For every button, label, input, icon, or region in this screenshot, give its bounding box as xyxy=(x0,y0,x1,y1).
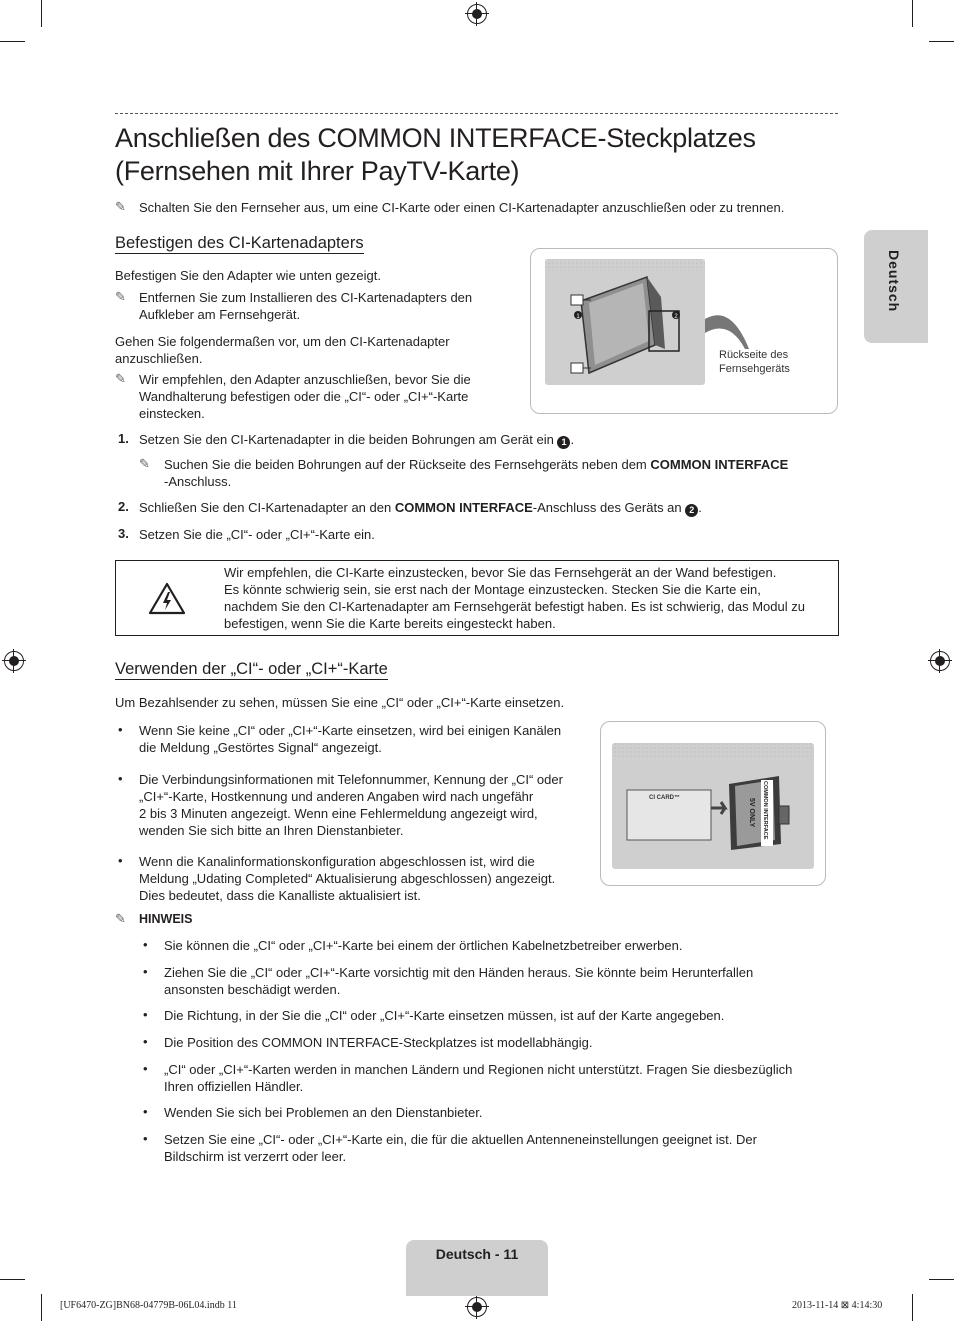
title-line: (Fernsehen mit Ihrer PayTV-Karte) xyxy=(115,156,520,186)
step-number: 2. xyxy=(118,499,129,514)
page-number: Deutsch - 11 xyxy=(435,1246,519,1262)
intro-note: Schalten Sie den Fernseher aus, um eine CI-Karte oder einen CI-Kartenadapter anzuschließen oder zu trennen. xyxy=(139,200,785,215)
hint-item: Die Position des COMMON INTERFACE-Steckplatzes ist modellabhängig. xyxy=(164,1035,593,1050)
hint-item: Sie können die „CI“ oder „CI+“-Karte bei einem der örtlichen Kabelnetzbetreiber erwerben. xyxy=(164,938,683,953)
side-tab-label: Deutsch xyxy=(886,250,902,313)
bullet-dot: • xyxy=(118,853,123,868)
bullet-dot: • xyxy=(143,1061,148,1076)
crop-mark xyxy=(912,0,913,27)
dashed-rule xyxy=(115,113,838,114)
figure-marker-1: 1 xyxy=(576,314,580,320)
marker-1-icon: 1 xyxy=(557,436,570,449)
note-pencil-icon: ✎ xyxy=(115,371,126,386)
adapter-figure xyxy=(530,248,838,414)
title-line: Anschließen des COMMON INTERFACE-Steckplatzes xyxy=(115,123,756,153)
ci-card-label: CI CARD™ xyxy=(649,795,680,801)
warning-box xyxy=(115,560,839,636)
bullet-dot: • xyxy=(143,964,148,979)
hint-item: Wenden Sie sich bei Problemen an den Dienstanbieter. xyxy=(164,1105,483,1120)
bullet-dot: • xyxy=(118,771,123,786)
hint-item: Ziehen Sie die „CI“ oder „CI+“-Karte vorsichtig mit den Händen heraus. Sie könnte beim Herunterfallen ansonsten beschädigt werden. xyxy=(164,965,754,997)
note: Entfernen Sie zum Installieren des CI-Kartenadapters den Aufkleber am Fernsehgerät. xyxy=(139,290,473,322)
step-number: 1. xyxy=(118,431,129,446)
note-pencil-icon: ✎ xyxy=(115,199,126,214)
section-heading: Befestigen des CI-Kartenadapters xyxy=(115,234,364,252)
page-number-tab xyxy=(406,1240,548,1296)
module-label: COMMON INTERFACE xyxy=(762,781,768,840)
crop-mark xyxy=(0,1279,25,1280)
note-pencil-icon: ✎ xyxy=(139,456,150,471)
language-side-tab xyxy=(864,230,928,343)
hint-item: „CI“ oder „CI+“-Karten werden in manchen Ländern und Regionen nicht unterstützt. Fragen Sie diesbezüglich Ihren offiziellen Händler. xyxy=(164,1062,793,1094)
registration-mark-icon xyxy=(467,4,487,24)
note-pencil-icon: ✎ xyxy=(115,289,126,304)
bullet-dot: • xyxy=(143,1131,148,1146)
tv-back-illustration xyxy=(531,249,837,413)
crop-mark xyxy=(41,0,42,27)
paragraph: Gehen Sie folgendermaßen vor, um den CI-Kartenadapter anzuschließen. xyxy=(115,334,450,366)
hinweis-label: HINWEIS xyxy=(139,912,193,926)
warning-icon xyxy=(147,581,187,617)
registration-mark-icon xyxy=(467,1297,487,1317)
crop-mark xyxy=(929,41,954,42)
step-text: Setzen Sie die „CI“- oder „CI+“-Karte ein. xyxy=(139,527,375,542)
page-title xyxy=(115,122,756,188)
step-number: 3. xyxy=(118,526,129,541)
ci-card-illustration xyxy=(601,722,825,885)
registration-mark-icon xyxy=(930,651,950,671)
paragraph: Um Bezahlsender zu sehen, müssen Sie eine „CI“ oder „CI+“-Karte einsetzen. xyxy=(115,695,565,710)
section-heading: Verwenden der „CI“- oder „CI+“-Karte xyxy=(115,660,388,678)
marker-2-icon: 2 xyxy=(685,504,698,517)
hint-item: Die Richtung, in der Sie die „CI“ oder „CI+“-Karte einsetzen müssen, ist auf der Karte angegeben. xyxy=(164,1008,725,1023)
bullet-dot: • xyxy=(143,1007,148,1022)
crop-mark xyxy=(912,1294,913,1321)
print-timestamp: 2013-11-14 ⊠ 4:14:30 xyxy=(792,1300,883,1311)
bullet-dot: • xyxy=(143,1034,148,1049)
note-pencil-icon: ✎ xyxy=(115,911,126,926)
registration-mark-icon xyxy=(4,651,24,671)
bullet-item: Wenn die Kanalinformationskonfiguration abgeschlossen ist, wird die Meldung „Udating Completed“ Aktualisierung abgeschlossen) angezeigt. Dies bedeutet, dass die Kanalliste aktualisiert ist. xyxy=(139,854,556,903)
ci-card-figure xyxy=(600,721,826,886)
crop-mark xyxy=(0,41,25,42)
bullet-dot: • xyxy=(143,1104,148,1119)
figure-caption: Rückseite des Fernsehgeräts xyxy=(719,349,790,375)
bullet-item: Wenn Sie keine „CI“ oder „CI+“-Karte einsetzen, wird bei einigen Kanälen die Meldung „Gestörtes Signal“ angezeigt. xyxy=(139,723,562,755)
step-note: Suchen Sie die beiden Bohrungen auf der Rückseite des Fernsehgeräts neben dem COMMON INTERFACE -Anschluss. xyxy=(164,457,789,489)
crop-mark xyxy=(41,1294,42,1321)
paragraph: Befestigen Sie den Adapter wie unten gezeigt. xyxy=(115,268,381,283)
bullet-item: Die Verbindungsinformationen mit Telefonnummer, Kennung der „CI“ oder „CI+“-Karte, Hostkennung und anderen Angaben wird nach ungefähr 2 bis 3 Minuten angezeigt. Wenn eine Fehlermeldung angezeigt wird, wenden Sie sich bitte an Ihren Dienstanbieter. xyxy=(139,772,563,838)
bullet-dot: • xyxy=(118,722,123,737)
crop-mark xyxy=(929,1279,954,1280)
step-text: Schließen Sie den CI-Kartenadapter an den COMMON INTERFACE-Anschluss des Geräts an 2 . xyxy=(139,500,702,515)
figure-marker-2: 2 xyxy=(674,314,678,320)
bullet-dot: • xyxy=(143,937,148,952)
hint-item: Setzen Sie eine „CI“- oder „CI+“-Karte ein, die für die aktuellen Antenneneinstellungen geeignet ist. Der Bildschirm ist verzerrt oder leer. xyxy=(164,1132,757,1164)
step-text: Setzen Sie den CI-Kartenadapter in die beiden Bohrungen am Gerät ein 1 . xyxy=(139,432,575,447)
warning-text: Wir empfehlen, die CI-Karte einzustecken, bevor Sie das Fernsehgerät an der Wand befestigen. Es könnte schwierig sein, sie erst nach der Montage einzustecken. Stecken Sie die Karte ein, nachdem Sie den CI-Kartenadapter am Fernsehgerät befestigt haben. Es ist schwierig, das Modul zu befestigen, wenn Sie die Karte bereits eingesteckt haben. xyxy=(224,565,805,631)
note: Wir empfehlen, den Adapter anzuschließen, bevor Sie die Wandhalterung befestigen oder die „CI“- oder „CI+“-Karte einstecken. xyxy=(139,372,471,421)
file-info: [UF6470-ZG]BN68-04779B-06L04.indb 11 xyxy=(60,1300,237,1311)
module-label: 5V ONLY xyxy=(748,798,755,828)
